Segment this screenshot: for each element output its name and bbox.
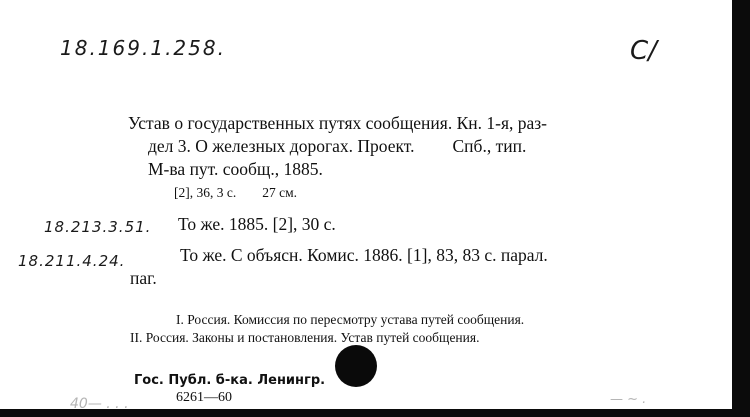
imprint: Спб., тип.: [452, 136, 527, 156]
library-name: Гос. Публ. б-ка. Ленингр.: [134, 373, 326, 388]
scan-edge-right: [732, 0, 750, 417]
entry-line-2-text: дел 3. О железных дорогах. Проект.: [148, 136, 415, 156]
shelfmark-variant-1: 18.213.3.51.: [44, 218, 152, 236]
subject-tracings: [130, 311, 524, 347]
punch-hole: [335, 345, 377, 387]
variant-2-continuation: паг.: [130, 268, 157, 288]
entry-line-3: М-ва пут. сообщ., 1885.: [148, 159, 323, 179]
variant-1-text: То же. 1885. [2], 30 с.: [178, 214, 336, 234]
shelfmark-main: 18.169.1.258.: [60, 36, 226, 60]
subject-2: II. Россия. Законы и постановления. Устав путей сообщения.: [130, 330, 480, 345]
entry-line-2: [128, 135, 668, 158]
variant-2-text: То же. С объясн. Комис. 1886. [1], 83, 83 с. парал.: [180, 245, 548, 265]
print-number: 6261—60: [176, 390, 232, 405]
corner-mark: С/: [630, 36, 657, 66]
shelfmark-variant-2: 18.211.4.24.: [18, 252, 126, 270]
pencil-note-right: — ~ .: [610, 392, 647, 407]
collation: [2], 36, 3 с.: [174, 185, 237, 200]
size: 27 см.: [262, 185, 298, 200]
pencil-note-left: 40— . . .: [70, 396, 129, 412]
variant-2: [130, 244, 548, 290]
library-stamp: [134, 372, 325, 406]
collation-line: [128, 181, 668, 204]
subject-1: I. Россия. Комиссия по пересмотру устава путей сообщения.: [176, 312, 525, 327]
main-entry: [128, 112, 668, 204]
entry-line-1: Устав о государственных путях сообщения. Кн. 1-я, раз-: [128, 113, 548, 133]
